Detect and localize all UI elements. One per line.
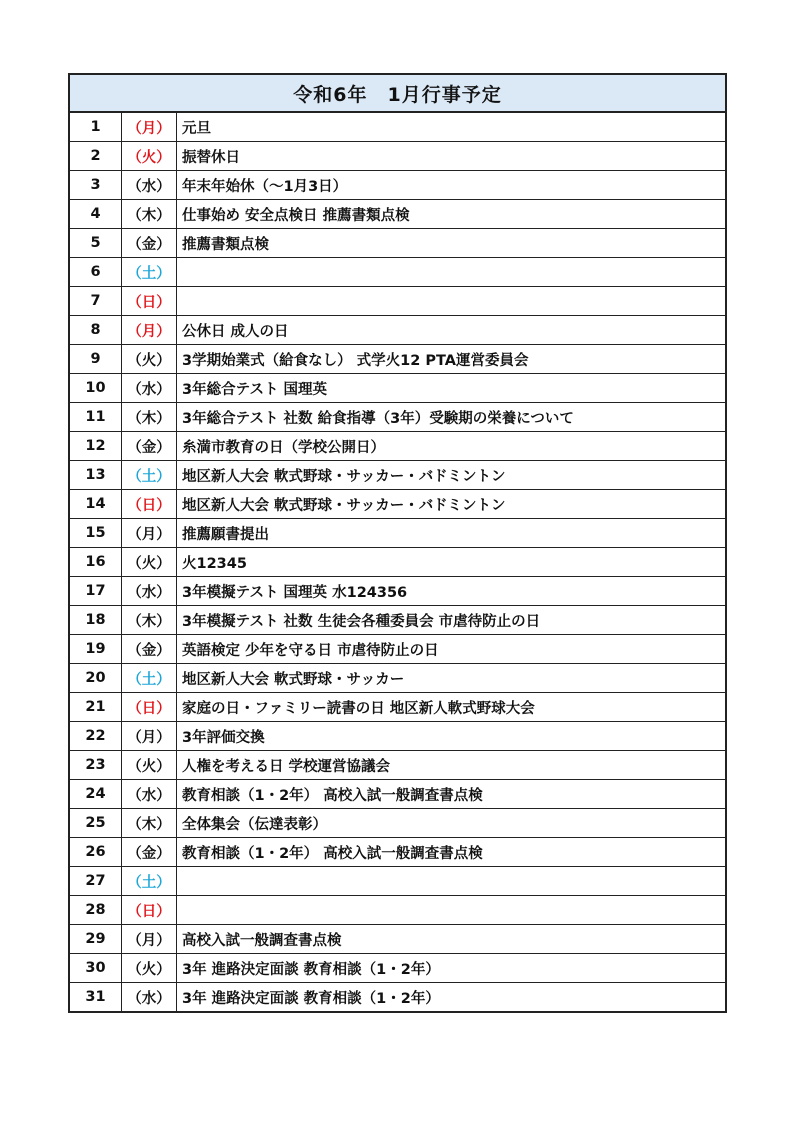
day-number: 15 <box>70 519 122 548</box>
day-number: 28 <box>70 896 122 925</box>
weekday: （月） <box>122 925 177 954</box>
table-row <box>70 606 725 635</box>
table-row <box>70 374 725 403</box>
event-text: 人権を考える日 学校運営協議会 <box>177 751 726 780</box>
day-number: 4 <box>70 200 122 229</box>
table-row <box>70 432 725 461</box>
schedule-table <box>70 113 725 1011</box>
day-number: 1 <box>70 113 122 142</box>
event-text: 3年 進路決定面談 教育相談（1・2年） <box>177 954 726 983</box>
day-number: 18 <box>70 606 122 635</box>
day-number: 13 <box>70 461 122 490</box>
weekday: （月） <box>122 519 177 548</box>
weekday: （水） <box>122 983 177 1012</box>
event-text: 3学期始業式（給食なし） 式学火12 PTA運営委員会 <box>177 345 726 374</box>
day-number: 30 <box>70 954 122 983</box>
table-row <box>70 867 725 896</box>
weekday: （火） <box>122 142 177 171</box>
weekday: （土） <box>122 867 177 896</box>
weekday: （金） <box>122 838 177 867</box>
weekday: （木） <box>122 606 177 635</box>
table-row <box>70 287 725 316</box>
event-text: 年末年始休（～1月3日） <box>177 171 726 200</box>
page-title: 令和6年 1月行事予定 <box>293 83 502 106</box>
day-number: 20 <box>70 664 122 693</box>
weekday: （日） <box>122 490 177 519</box>
day-number: 9 <box>70 345 122 374</box>
day-number: 8 <box>70 316 122 345</box>
event-text <box>177 867 726 896</box>
table-row <box>70 693 725 722</box>
event-text: 推薦願書提出 <box>177 519 726 548</box>
table-row <box>70 229 725 258</box>
weekday: （土） <box>122 461 177 490</box>
day-number: 31 <box>70 983 122 1012</box>
weekday: （月） <box>122 722 177 751</box>
weekday: （日） <box>122 693 177 722</box>
event-text: 家庭の日・ファミリー読書の日 地区新人軟式野球大会 <box>177 693 726 722</box>
weekday: （月） <box>122 316 177 345</box>
weekday: （金） <box>122 229 177 258</box>
day-number: 11 <box>70 403 122 432</box>
schedule-title-bar <box>70 75 725 113</box>
day-number: 2 <box>70 142 122 171</box>
weekday: （日） <box>122 896 177 925</box>
event-text: 教育相談（1・2年） 高校入試一般調査書点検 <box>177 780 726 809</box>
table-row <box>70 258 725 287</box>
weekday: （火） <box>122 954 177 983</box>
table-row <box>70 809 725 838</box>
day-number: 22 <box>70 722 122 751</box>
event-text: 3年評価交換 <box>177 722 726 751</box>
day-number: 7 <box>70 287 122 316</box>
event-text: 3年総合テスト 国理英 <box>177 374 726 403</box>
event-text: 公休日 成人の日 <box>177 316 726 345</box>
day-number: 10 <box>70 374 122 403</box>
table-row <box>70 896 725 925</box>
event-text: 推薦書類点検 <box>177 229 726 258</box>
day-number: 25 <box>70 809 122 838</box>
table-row <box>70 664 725 693</box>
weekday: （木） <box>122 809 177 838</box>
event-text: 3年 進路決定面談 教育相談（1・2年） <box>182 990 440 1007</box>
event-text <box>177 258 726 287</box>
weekday: （水） <box>122 577 177 606</box>
table-row <box>70 722 725 751</box>
event-text: 3年総合テスト 社数 給食指導（3年）受験期の栄養について <box>177 403 726 432</box>
event-text: 糸満市教育の日（学校公開日） <box>177 432 726 461</box>
weekday: （火） <box>122 548 177 577</box>
event-text <box>177 896 726 925</box>
event-text: 英語検定 少年を守る日 市虐待防止の日 <box>177 635 726 664</box>
weekday: （土） <box>122 664 177 693</box>
day-number: 3 <box>70 171 122 200</box>
day-number: 23 <box>70 751 122 780</box>
day-number: 26 <box>70 838 122 867</box>
table-row <box>70 954 725 983</box>
event-text: 火12345 <box>177 548 726 577</box>
table-row <box>70 519 725 548</box>
weekday: （土） <box>122 258 177 287</box>
day-number: 5 <box>70 229 122 258</box>
event-text: 振替休日 <box>177 142 726 171</box>
table-row <box>70 577 725 606</box>
table-row <box>70 200 725 229</box>
weekday: （火） <box>122 345 177 374</box>
weekday: （木） <box>122 200 177 229</box>
table-row <box>70 751 725 780</box>
table-row <box>70 490 725 519</box>
table-row <box>70 461 725 490</box>
weekday: （日） <box>122 287 177 316</box>
day-number: 24 <box>70 780 122 809</box>
table-row <box>70 548 725 577</box>
table-row <box>70 983 725 1012</box>
weekday: （月） <box>122 113 177 142</box>
schedule-sheet <box>68 73 727 1013</box>
weekday: （金） <box>122 432 177 461</box>
table-row <box>70 780 725 809</box>
table-row <box>70 142 725 171</box>
day-number: 21 <box>70 693 122 722</box>
day-number: 17 <box>70 577 122 606</box>
day-number: 12 <box>70 432 122 461</box>
event-text: 高校入試一般調査書点検 <box>177 925 726 954</box>
day-number: 27 <box>70 867 122 896</box>
event-text: 全体集会（伝達表彰） <box>177 809 726 838</box>
event-text: 教育相談（1・2年） 高校入試一般調査書点検 <box>177 838 726 867</box>
table-row <box>70 925 725 954</box>
day-number: 14 <box>70 490 122 519</box>
event-text: 地区新人大会 軟式野球・サッカー <box>177 664 726 693</box>
schedule-rows <box>70 113 725 1011</box>
event-text: 地区新人大会 軟式野球・サッカー・バドミントン <box>177 490 726 519</box>
weekday: （木） <box>122 403 177 432</box>
event-text: 3年模擬テスト 国理英 水124356 <box>177 577 726 606</box>
day-number: 19 <box>70 635 122 664</box>
day-number: 6 <box>70 258 122 287</box>
table-row <box>70 113 725 142</box>
table-row <box>70 838 725 867</box>
weekday: （水） <box>122 171 177 200</box>
event-text: 地区新人大会 軟式野球・サッカー・バドミントン <box>177 461 726 490</box>
event-text: 元旦 <box>177 113 726 142</box>
weekday: （水） <box>122 374 177 403</box>
table-row <box>70 171 725 200</box>
event-text: 仕事始め 安全点検日 推薦書類点検 <box>177 200 726 229</box>
table-row <box>70 635 725 664</box>
day-number: 16 <box>70 548 122 577</box>
weekday: （金） <box>122 635 177 664</box>
event-text: 3年模擬テスト 社数 生徒会各種委員会 市虐待防止の日 <box>177 606 726 635</box>
table-row <box>70 316 725 345</box>
day-number: 29 <box>70 925 122 954</box>
weekday: （火） <box>122 751 177 780</box>
event-text <box>177 287 726 316</box>
table-row <box>70 403 725 432</box>
table-row <box>70 345 725 374</box>
weekday: （水） <box>122 780 177 809</box>
